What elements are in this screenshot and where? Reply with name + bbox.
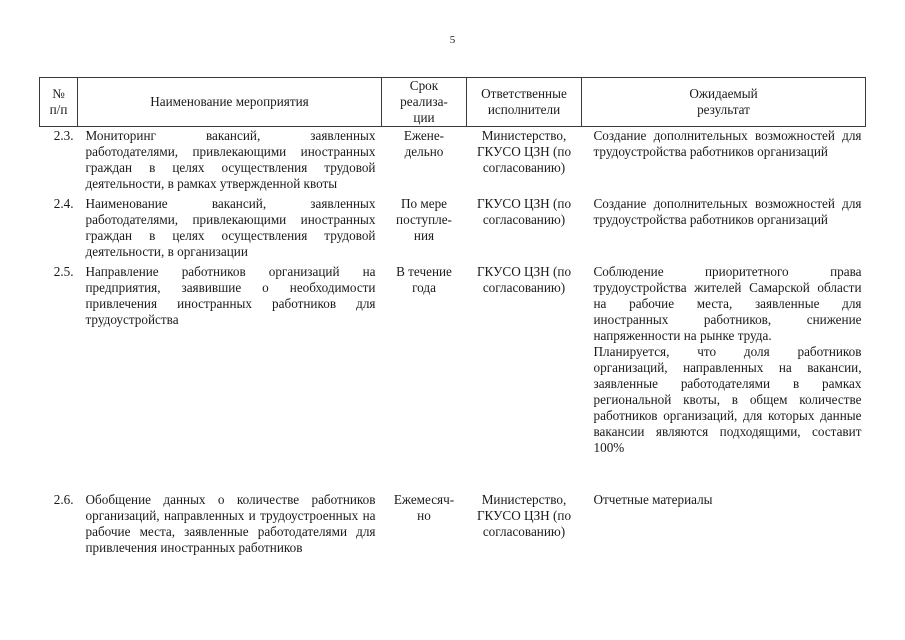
row-name: Направление работников организаций на предприятия, заявившие о необходимости привлечения иностранных работников для трудоустройства xyxy=(85,264,376,327)
row-result xyxy=(582,263,866,491)
row-term: По мере поступле- ния xyxy=(396,196,452,243)
table-row xyxy=(40,491,866,561)
table-row xyxy=(40,263,866,491)
measures-table xyxy=(39,77,866,561)
row-num: 2.3. xyxy=(53,128,74,143)
row-result xyxy=(582,195,866,263)
table-row xyxy=(40,195,866,263)
page-number: 5 xyxy=(449,34,456,46)
result-paragraph: Создание дополнительных возможностей для трудоустройства работников организаций xyxy=(593,128,862,159)
result-paragraph: Планируется, что доля работников организаций, направленных на вакансии, заявленные работодателями в рамках региональной квоты, в общем количестве работников организаций, для которых данные вакансии являются подходящими, составит 100% xyxy=(593,344,862,455)
header-responsible: Ответственные исполнители xyxy=(467,78,582,127)
table-row xyxy=(40,127,866,196)
header-term: Срок реализа- ции xyxy=(382,78,467,127)
header-num: № п/п xyxy=(40,78,78,127)
row-responsible: ГКУСО ЦЗН (по согласованию) xyxy=(476,264,572,295)
row-num: 2.6. xyxy=(53,492,74,507)
row-term: В течение года xyxy=(396,264,452,295)
result-paragraph: Соблюдение приоритетного права трудоустройства жителей Самарской области на рабочие места, заявленные для иностранных работников, снижение напряженности на рынке труда. xyxy=(593,264,862,343)
row-term: Ежемесяч- но xyxy=(393,492,455,523)
row-name: Наименование вакансий, заявленных работодателями, привлекающими иностранных граждан в целях осуществления трудовой деятельности, в организации xyxy=(85,196,376,259)
row-responsible: Министерство, ГКУСО ЦЗН (по согласованию) xyxy=(476,128,572,175)
row-term: Еженe- дельно xyxy=(403,128,445,159)
row-responsible: Министерство, ГКУСО ЦЗН (по согласованию) xyxy=(476,492,572,539)
row-name: Обобщение данных о количестве работников организаций, направленных и трудоустроенных на рабочие места, заявленные работодателями для привлечения иностранных работников xyxy=(85,492,376,555)
row-result xyxy=(582,127,866,196)
row-result xyxy=(582,491,866,561)
row-num: 2.5. xyxy=(53,264,74,279)
result-paragraph: Отчетные материалы xyxy=(593,492,713,507)
row-name: Мониторинг вакансий, заявленных работодателями, привлекающими иностранных граждан в целях осуществления трудовой деятельности, в рамках утвержденной квоты xyxy=(85,128,376,191)
row-num: 2.4. xyxy=(53,196,74,211)
table-header-row xyxy=(40,78,866,127)
result-paragraph: Создание дополнительных возможностей для трудоустройства работников организаций xyxy=(593,196,862,227)
header-result: Ожидаемый результат xyxy=(582,78,866,127)
header-name: Наименование мероприятия xyxy=(78,78,382,127)
row-responsible: ГКУСО ЦЗН (по согласованию) xyxy=(476,196,572,227)
